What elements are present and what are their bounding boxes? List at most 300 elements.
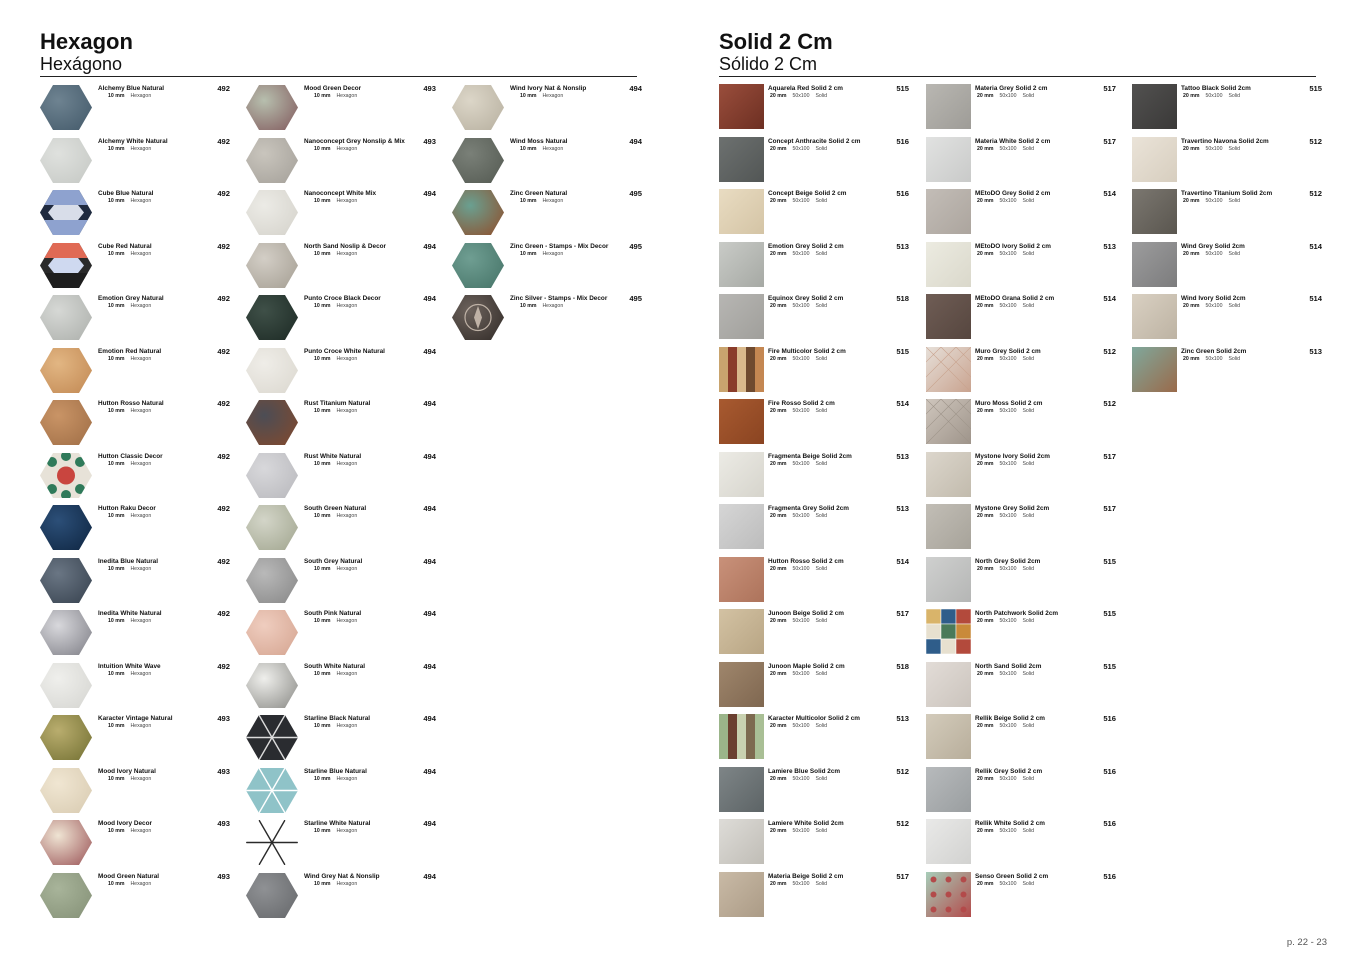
tile-format: Hexagon bbox=[336, 303, 358, 309]
tile-page-reference: 516 bbox=[1103, 766, 1116, 776]
tile-thickness: 20 mm bbox=[1183, 145, 1200, 152]
hexagon-swatch bbox=[40, 872, 92, 919]
tile-page-reference: 494 bbox=[423, 189, 436, 198]
solid-tile-item[interactable] bbox=[719, 399, 909, 451]
hexagon-tile-item[interactable] bbox=[40, 767, 230, 819]
tile-page-reference: 493 bbox=[217, 766, 230, 776]
solid-tile-item[interactable] bbox=[926, 557, 1116, 609]
tile-page-reference: 494 bbox=[629, 136, 642, 146]
tile-name: Nanoconcept White Mix bbox=[304, 190, 377, 197]
solid-swatch bbox=[719, 872, 764, 917]
hexagon-tile-item[interactable] bbox=[246, 557, 436, 609]
solid-tile-item[interactable] bbox=[719, 609, 909, 661]
solid-tile-item[interactable] bbox=[719, 84, 909, 136]
tile-format: Solid bbox=[815, 775, 828, 782]
hexagon-swatch bbox=[40, 819, 92, 866]
tile-specs bbox=[520, 198, 563, 205]
tile-specs bbox=[977, 881, 1034, 888]
tile-format: Solid bbox=[1022, 723, 1035, 729]
tile-specs bbox=[108, 146, 151, 153]
tile-name: Nanoconcept Grey Nonslip & Mix bbox=[304, 137, 405, 145]
solid-title: Solid 2 Cm bbox=[719, 29, 833, 54]
tile-name: Wind Grey Solid 2cm bbox=[1181, 242, 1245, 250]
tile-thickness: 20 mm bbox=[977, 513, 994, 519]
tile-format: Solid bbox=[1022, 93, 1035, 99]
tile-thickness: 10 mm bbox=[314, 723, 331, 729]
solid-tile-item[interactable] bbox=[1132, 137, 1322, 189]
tile-name: Hutton Raku Decor bbox=[98, 505, 156, 512]
hexagon-tile-item[interactable] bbox=[246, 714, 436, 766]
solid-tile-item[interactable] bbox=[719, 662, 909, 714]
tile-format: Hexagon bbox=[130, 198, 152, 204]
tile-thickness: 10 mm bbox=[314, 880, 331, 887]
tile-name: Aquarela Red Solid 2 cm bbox=[768, 85, 843, 92]
hexagon-tile-item[interactable] bbox=[246, 872, 436, 924]
solid-swatch bbox=[1132, 294, 1177, 339]
tile-format: Solid bbox=[1228, 93, 1241, 99]
tile-page-reference: 513 bbox=[896, 241, 909, 251]
tile-page-reference: 492 bbox=[217, 661, 230, 671]
tile-name: Cube Red Natural bbox=[98, 242, 152, 250]
solid-tile-item[interactable] bbox=[1132, 347, 1322, 399]
solid-swatch bbox=[719, 662, 764, 707]
tile-name: Junoon Beige Solid 2 cm bbox=[768, 610, 844, 617]
tile-page-reference: 517 bbox=[1103, 451, 1116, 461]
solid-tile-item[interactable] bbox=[719, 504, 909, 556]
tile-page-reference: 495 bbox=[629, 241, 642, 251]
tile-size: 50x100 bbox=[792, 93, 810, 99]
tile-format: Solid bbox=[815, 250, 828, 257]
solid-tile-item[interactable] bbox=[926, 872, 1116, 924]
hexagon-tile-item[interactable] bbox=[40, 557, 230, 609]
tile-size: 50x100 bbox=[792, 303, 810, 309]
tile-size: 50x100 bbox=[999, 775, 1017, 782]
hexagon-tile-item[interactable] bbox=[40, 714, 230, 766]
tile-thickness: 20 mm bbox=[770, 670, 787, 677]
hexagon-swatch bbox=[246, 189, 298, 236]
solid-tile-item[interactable] bbox=[719, 242, 909, 294]
tile-thickness: 20 mm bbox=[1183, 198, 1200, 204]
hexagon-tile-item[interactable] bbox=[452, 294, 642, 346]
hexagon-swatch bbox=[246, 294, 298, 341]
tile-name: Tattoo Black Solid 2cm bbox=[1181, 85, 1251, 92]
tile-name: Inedita White Natural bbox=[98, 610, 162, 617]
tile-name: Mystone Grey Solid 2cm bbox=[975, 505, 1050, 512]
solid-swatch bbox=[719, 137, 764, 182]
tile-name: Concept Beige Solid 2 cm bbox=[768, 190, 847, 197]
tile-page-reference: 517 bbox=[1103, 84, 1116, 93]
hexagon-tile-item[interactable] bbox=[40, 294, 230, 346]
tile-thickness: 10 mm bbox=[314, 513, 331, 519]
tile-name: Mood Green Decor bbox=[304, 85, 362, 92]
hexagon-swatch bbox=[40, 399, 92, 446]
solid-swatch bbox=[926, 557, 971, 602]
solid-tile-item[interactable] bbox=[719, 189, 909, 241]
tile-specs bbox=[108, 566, 151, 573]
tile-page-reference: 516 bbox=[896, 189, 909, 198]
solid-swatch bbox=[926, 504, 971, 549]
hexagon-tile-item[interactable] bbox=[246, 242, 436, 294]
tile-page-reference: 494 bbox=[423, 294, 436, 303]
tile-page-reference: 518 bbox=[896, 661, 909, 671]
tile-format: Solid bbox=[815, 355, 828, 362]
hexagon-swatch bbox=[40, 504, 92, 551]
tile-specs bbox=[770, 881, 827, 888]
solid-tile-item[interactable] bbox=[926, 714, 1116, 766]
tile-thickness: 20 mm bbox=[770, 460, 787, 467]
tile-page-reference: 494 bbox=[423, 871, 436, 881]
tile-thickness: 10 mm bbox=[108, 355, 125, 362]
tile-name: Karacter Multicolor Solid 2 cm bbox=[768, 715, 860, 722]
tile-thickness: 10 mm bbox=[108, 198, 125, 204]
solid-tile-item[interactable] bbox=[926, 242, 1116, 294]
tile-name: Mystone Ivory Solid 2cm bbox=[975, 452, 1050, 460]
tile-thickness: 10 mm bbox=[108, 723, 125, 729]
tile-format: Hexagon bbox=[130, 775, 152, 782]
tile-page-reference: 492 bbox=[217, 399, 230, 408]
hexagon-title: Hexagon bbox=[40, 29, 133, 54]
tile-thickness: 10 mm bbox=[520, 250, 537, 257]
tile-specs bbox=[977, 566, 1034, 573]
tile-specs bbox=[770, 828, 827, 835]
tile-page-reference: 517 bbox=[896, 609, 909, 618]
tile-page-reference: 492 bbox=[217, 556, 230, 566]
solid-tile-item[interactable] bbox=[719, 872, 909, 924]
solid-swatch bbox=[1132, 242, 1177, 287]
tile-specs bbox=[520, 146, 563, 153]
tile-specs bbox=[108, 251, 151, 258]
tile-thickness: 20 mm bbox=[1183, 303, 1200, 309]
tile-size: 50x100 bbox=[792, 775, 810, 782]
tile-page-reference: 512 bbox=[1103, 399, 1116, 408]
page-number: p. 22 - 23 bbox=[1286, 937, 1327, 948]
solid-tile-item[interactable] bbox=[926, 662, 1116, 714]
solid-swatch bbox=[926, 189, 971, 234]
tile-format: Hexagon bbox=[542, 93, 564, 99]
hexagon-tile-item[interactable] bbox=[452, 84, 642, 136]
tile-thickness: 10 mm bbox=[108, 250, 125, 257]
solid-swatch bbox=[719, 242, 764, 287]
tile-page-reference: 515 bbox=[896, 346, 909, 356]
tile-size: 50x100 bbox=[1205, 303, 1223, 309]
tile-page-reference: 492 bbox=[217, 504, 230, 513]
tile-format: Solid bbox=[1022, 303, 1035, 309]
tile-name: Zinc Green - Stamps - Mix Decor bbox=[510, 242, 609, 250]
tile-format: Hexagon bbox=[130, 723, 152, 729]
tile-thickness: 10 mm bbox=[314, 145, 331, 152]
hexagon-tile-item[interactable] bbox=[246, 347, 436, 399]
hexagon-tile-item[interactable] bbox=[40, 189, 230, 241]
hexagon-tile-item[interactable] bbox=[246, 609, 436, 661]
tile-format: Hexagon bbox=[336, 355, 358, 362]
tile-name: Hutton Rosso Solid 2 cm bbox=[768, 557, 844, 565]
hexagon-tile-item[interactable] bbox=[40, 662, 230, 714]
tile-page-reference: 493 bbox=[423, 84, 436, 93]
tile-name: Cube Blue Natural bbox=[98, 190, 154, 197]
tile-size: 50x100 bbox=[792, 618, 810, 624]
solid-swatch bbox=[719, 84, 764, 129]
tile-name: North Patchwork Solid 2cm bbox=[975, 610, 1059, 617]
tile-thickness: 20 mm bbox=[977, 618, 994, 624]
solid-tile-item[interactable] bbox=[719, 294, 909, 346]
tile-specs bbox=[314, 513, 357, 520]
tile-format: Hexagon bbox=[130, 880, 152, 887]
solid-tile-item[interactable] bbox=[926, 399, 1116, 451]
hexagon-tile-item[interactable] bbox=[40, 819, 230, 871]
solid-tile-item[interactable] bbox=[926, 189, 1116, 241]
tile-page-reference: 492 bbox=[217, 294, 230, 303]
tile-thickness: 20 mm bbox=[770, 513, 787, 519]
solid-tile-item[interactable] bbox=[926, 609, 1116, 661]
hexagon-swatch bbox=[246, 347, 298, 394]
solid-tile-item[interactable] bbox=[719, 557, 909, 609]
solid-swatch bbox=[926, 872, 971, 917]
hexagon-tile-item[interactable] bbox=[246, 819, 436, 871]
tile-thickness: 20 mm bbox=[770, 250, 787, 257]
tile-page-reference: 492 bbox=[217, 451, 230, 461]
tile-size: 50x100 bbox=[792, 250, 810, 257]
tile-specs bbox=[520, 251, 563, 258]
tile-size: 50x100 bbox=[999, 618, 1017, 624]
tile-size: 50x100 bbox=[999, 145, 1017, 152]
solid-swatch bbox=[926, 294, 971, 339]
hexagon-tile-item[interactable] bbox=[246, 294, 436, 346]
tile-page-reference: 513 bbox=[896, 714, 909, 723]
solid-swatch bbox=[926, 347, 971, 392]
tile-thickness: 10 mm bbox=[108, 775, 125, 782]
tile-thickness: 20 mm bbox=[770, 198, 787, 204]
tile-specs bbox=[770, 461, 827, 468]
solid-swatch bbox=[719, 714, 764, 759]
tile-thickness: 20 mm bbox=[977, 355, 994, 362]
tile-specs bbox=[108, 303, 151, 310]
solid-swatch bbox=[719, 399, 764, 444]
tile-thickness: 20 mm bbox=[770, 775, 787, 782]
tile-specs bbox=[314, 356, 357, 363]
hexagon-tile-item[interactable] bbox=[40, 347, 230, 399]
tile-size: 50x100 bbox=[999, 723, 1017, 729]
hexagon-tile-item[interactable] bbox=[452, 242, 642, 294]
hexagon-swatch bbox=[452, 84, 504, 131]
tile-thickness: 20 mm bbox=[770, 355, 787, 362]
solid-swatch bbox=[926, 819, 971, 864]
tile-name: Rust Titanium Natural bbox=[304, 400, 371, 407]
tile-page-reference: 515 bbox=[1103, 556, 1116, 566]
hexagon-tile-item[interactable] bbox=[246, 137, 436, 189]
solid-tile-item[interactable] bbox=[926, 504, 1116, 556]
tile-specs bbox=[314, 461, 357, 468]
tile-page-reference: 492 bbox=[217, 241, 230, 251]
solid-tile-item[interactable] bbox=[1132, 189, 1322, 241]
tile-specs bbox=[108, 881, 151, 888]
hexagon-tile-item[interactable] bbox=[246, 399, 436, 451]
hexagon-tile-item[interactable] bbox=[40, 609, 230, 661]
tile-name: Travertino Navona Solid 2cm bbox=[1181, 137, 1269, 145]
tile-thickness: 20 mm bbox=[977, 93, 994, 99]
tile-page-reference: 494 bbox=[423, 399, 436, 408]
solid-tile-item[interactable] bbox=[926, 819, 1116, 871]
hexagon-tile-item[interactable] bbox=[40, 452, 230, 504]
tile-name: Hutton Rosso Natural bbox=[98, 400, 164, 407]
tile-name: Intuition White Wave bbox=[98, 662, 161, 670]
tile-name: Rellik Beige Solid 2 cm bbox=[975, 715, 1045, 722]
tile-name: Materia Beige Solid 2 cm bbox=[768, 872, 844, 880]
tile-format: Solid bbox=[1228, 250, 1241, 257]
tile-size: 50x100 bbox=[792, 880, 810, 887]
tile-page-reference: 493 bbox=[217, 714, 230, 723]
tile-thickness: 10 mm bbox=[108, 93, 125, 99]
hexagon-tile-item[interactable] bbox=[246, 84, 436, 136]
solid-tile-item[interactable] bbox=[926, 452, 1116, 504]
tile-format: Hexagon bbox=[336, 93, 358, 99]
tile-specs bbox=[977, 723, 1034, 730]
tile-specs bbox=[977, 146, 1034, 153]
tile-specs bbox=[314, 198, 357, 205]
tile-format: Hexagon bbox=[336, 408, 358, 414]
tile-thickness: 10 mm bbox=[314, 250, 331, 257]
tile-name: Rellik Grey Solid 2 cm bbox=[975, 767, 1043, 775]
solid-tile-item[interactable] bbox=[719, 347, 909, 399]
tile-name: South Grey Natural bbox=[304, 557, 363, 565]
solid-tile-item[interactable] bbox=[719, 767, 909, 819]
tile-format: Hexagon bbox=[130, 460, 152, 467]
tile-specs bbox=[977, 513, 1034, 520]
tile-size: 50x100 bbox=[1205, 145, 1223, 152]
tile-specs bbox=[1183, 251, 1240, 258]
tile-size: 50x100 bbox=[1205, 355, 1223, 362]
hexagon-tile-item[interactable] bbox=[40, 137, 230, 189]
tile-name: Materia White Solid 2 cm bbox=[975, 137, 1051, 145]
tile-format: Solid bbox=[1022, 355, 1035, 362]
tile-format: Hexagon bbox=[130, 670, 152, 677]
tile-specs bbox=[108, 723, 151, 730]
hexagon-swatch bbox=[40, 767, 92, 814]
tile-page-reference: 518 bbox=[896, 294, 909, 303]
tile-format: Solid bbox=[815, 408, 828, 414]
tile-size: 50x100 bbox=[999, 355, 1017, 362]
tile-thickness: 20 mm bbox=[977, 460, 994, 467]
tile-name: South White Natural bbox=[304, 662, 366, 670]
solid-tile-item[interactable] bbox=[1132, 294, 1322, 346]
tile-size: 50x100 bbox=[792, 828, 810, 834]
solid-swatch bbox=[719, 819, 764, 864]
tile-name: Emotion Grey Natural bbox=[98, 295, 164, 302]
hexagon-tile-item[interactable] bbox=[40, 242, 230, 294]
tile-name: Fire Rosso Solid 2 cm bbox=[768, 400, 835, 407]
tile-format: Hexagon bbox=[336, 828, 358, 834]
tile-thickness: 10 mm bbox=[520, 303, 537, 309]
hexagon-tile-item[interactable] bbox=[246, 767, 436, 819]
tile-thickness: 10 mm bbox=[314, 355, 331, 362]
tile-format: Hexagon bbox=[336, 565, 358, 572]
tile-thickness: 20 mm bbox=[770, 618, 787, 624]
tile-thickness: 10 mm bbox=[108, 880, 125, 887]
tile-page-reference: 512 bbox=[1309, 136, 1322, 146]
solid-tile-item[interactable] bbox=[719, 452, 909, 504]
tile-size: 50x100 bbox=[1205, 198, 1223, 204]
solid-tile-item[interactable] bbox=[926, 347, 1116, 399]
tile-page-reference: 513 bbox=[896, 504, 909, 513]
tile-size: 50x100 bbox=[999, 565, 1017, 572]
tile-format: Solid bbox=[1022, 775, 1035, 782]
tile-size: 50x100 bbox=[792, 670, 810, 677]
tile-format: Hexagon bbox=[336, 775, 358, 782]
tile-specs bbox=[520, 303, 563, 310]
tile-page-reference: 515 bbox=[1103, 609, 1116, 618]
tile-size: 50x100 bbox=[999, 880, 1017, 887]
hexagon-tile-item[interactable] bbox=[246, 452, 436, 504]
hexagon-tile-item[interactable] bbox=[40, 872, 230, 924]
tile-specs bbox=[770, 356, 827, 363]
solid-swatch bbox=[719, 294, 764, 339]
tile-thickness: 20 mm bbox=[977, 145, 994, 152]
solid-swatch bbox=[719, 452, 764, 497]
tile-thickness: 10 mm bbox=[520, 145, 537, 152]
tile-format: Hexagon bbox=[130, 565, 152, 572]
tile-format: Hexagon bbox=[542, 198, 564, 204]
tile-name: Materia Grey Solid 2 cm bbox=[975, 85, 1048, 92]
solid-tile-item[interactable] bbox=[719, 714, 909, 766]
solid-swatch bbox=[926, 84, 971, 129]
tile-format: Hexagon bbox=[336, 145, 358, 152]
tile-specs bbox=[977, 461, 1034, 468]
hexagon-tile-item[interactable] bbox=[452, 189, 642, 241]
hexagon-tile-item[interactable] bbox=[452, 137, 642, 189]
solid-tile-item[interactable] bbox=[926, 137, 1116, 189]
solid-tile-item[interactable] bbox=[1132, 242, 1322, 294]
hexagon-tile-item[interactable] bbox=[40, 399, 230, 451]
solid-tile-item[interactable] bbox=[1132, 84, 1322, 136]
tile-thickness: 20 mm bbox=[770, 145, 787, 152]
hexagon-tile-item[interactable] bbox=[246, 189, 436, 241]
tile-specs bbox=[770, 93, 827, 100]
tile-name: Wind Moss Natural bbox=[510, 137, 568, 145]
tile-format: Hexagon bbox=[130, 513, 152, 519]
tile-specs bbox=[977, 303, 1034, 310]
tile-thickness: 20 mm bbox=[770, 565, 787, 572]
tile-page-reference: 514 bbox=[896, 399, 909, 408]
tile-format: Hexagon bbox=[130, 303, 152, 309]
hexagon-tile-item[interactable] bbox=[40, 84, 230, 136]
tile-thickness: 20 mm bbox=[770, 408, 787, 414]
solid-tile-item[interactable] bbox=[719, 819, 909, 871]
hexagon-swatch bbox=[40, 294, 92, 341]
tile-format: Solid bbox=[815, 828, 828, 834]
solid-tile-item[interactable] bbox=[926, 84, 1116, 136]
hexagon-tile-item[interactable] bbox=[246, 662, 436, 714]
tile-page-reference: 516 bbox=[896, 136, 909, 146]
hexagon-tile-item[interactable] bbox=[40, 504, 230, 556]
tile-thickness: 20 mm bbox=[770, 723, 787, 729]
solid-swatch bbox=[719, 504, 764, 549]
solid-swatch bbox=[1132, 137, 1177, 182]
tile-thickness: 10 mm bbox=[314, 303, 331, 309]
hexagon-swatch bbox=[246, 557, 298, 604]
tile-name: Rust White Natural bbox=[304, 452, 362, 460]
hexagon-swatch bbox=[452, 137, 504, 184]
solid-tile-item[interactable] bbox=[926, 767, 1116, 819]
tile-format: Solid bbox=[815, 303, 828, 309]
tile-specs bbox=[108, 513, 151, 520]
tile-format: Hexagon bbox=[130, 828, 152, 834]
hexagon-tile-item[interactable] bbox=[246, 504, 436, 556]
tile-format: Solid bbox=[1022, 828, 1035, 834]
tile-thickness: 20 mm bbox=[1183, 355, 1200, 362]
hexagon-swatch bbox=[40, 609, 92, 656]
solid-tile-item[interactable] bbox=[926, 294, 1116, 346]
solid-tile-item[interactable] bbox=[719, 137, 909, 189]
tile-format: Solid bbox=[1022, 670, 1035, 677]
